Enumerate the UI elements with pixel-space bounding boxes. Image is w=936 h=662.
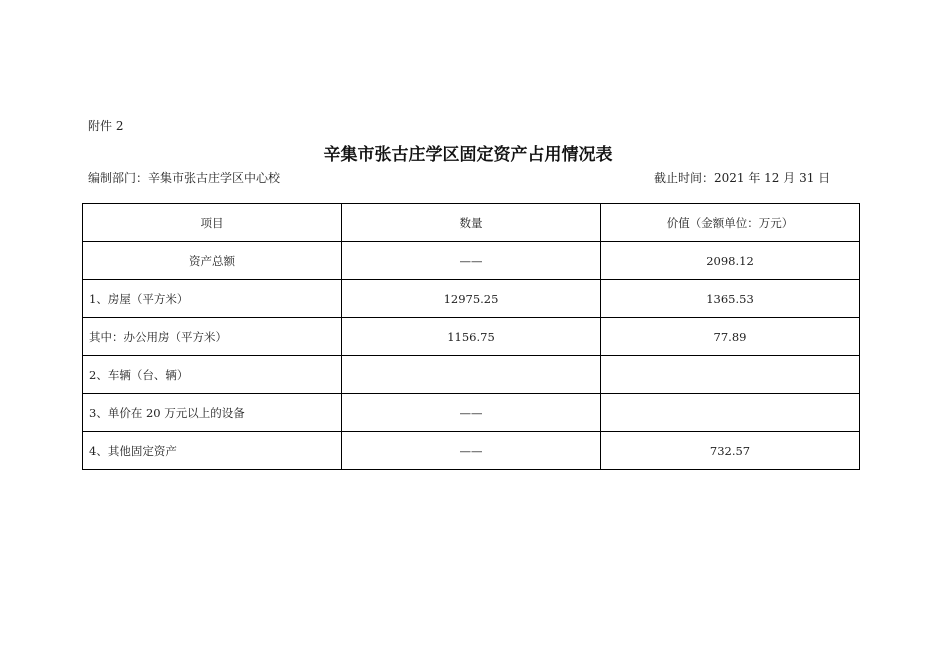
cell-quantity: ——	[342, 432, 601, 470]
header-value: 价值（金额单位：万元）	[601, 204, 860, 242]
table-row	[83, 356, 860, 394]
header-quantity: 数量	[342, 204, 601, 242]
header-item: 项目	[83, 204, 342, 242]
table-row	[83, 318, 860, 356]
cell-item: 1、房屋（平方米）	[83, 280, 342, 318]
cell-quantity: 1156.75	[342, 318, 601, 356]
table-row	[83, 242, 860, 280]
table-row	[83, 280, 860, 318]
cell-quantity: 12975.25	[342, 280, 601, 318]
cell-value	[601, 356, 860, 394]
table-row	[83, 432, 860, 470]
table-header-row	[83, 204, 860, 242]
page-title: 辛集市张古庄学区固定资产占用情况表	[323, 145, 613, 165]
asset-table	[82, 203, 860, 470]
deadline-label: 截止时间：2021 年 12 月 31 日	[654, 171, 831, 185]
cell-value: 732.57	[601, 432, 860, 470]
attachment-label: 附件 2	[88, 119, 124, 133]
cell-value: 2098.12	[601, 242, 860, 280]
cell-item: 资产总额	[83, 242, 342, 280]
cell-quantity: ——	[342, 242, 601, 280]
cell-item: 2、车辆（台、辆）	[83, 356, 342, 394]
cell-item: 4、其他固定资产	[83, 432, 342, 470]
department-label: 编制部门：辛集市张古庄学区中心校	[88, 171, 281, 185]
cell-quantity	[342, 356, 601, 394]
cell-value: 1365.53	[601, 280, 860, 318]
cell-item: 其中：办公用房（平方米）	[83, 318, 342, 356]
table-row	[83, 394, 860, 432]
cell-item: 3、单价在 20 万元以上的设备	[83, 394, 342, 432]
cell-value	[601, 394, 860, 432]
cell-value: 77.89	[601, 318, 860, 356]
cell-quantity: ——	[342, 394, 601, 432]
